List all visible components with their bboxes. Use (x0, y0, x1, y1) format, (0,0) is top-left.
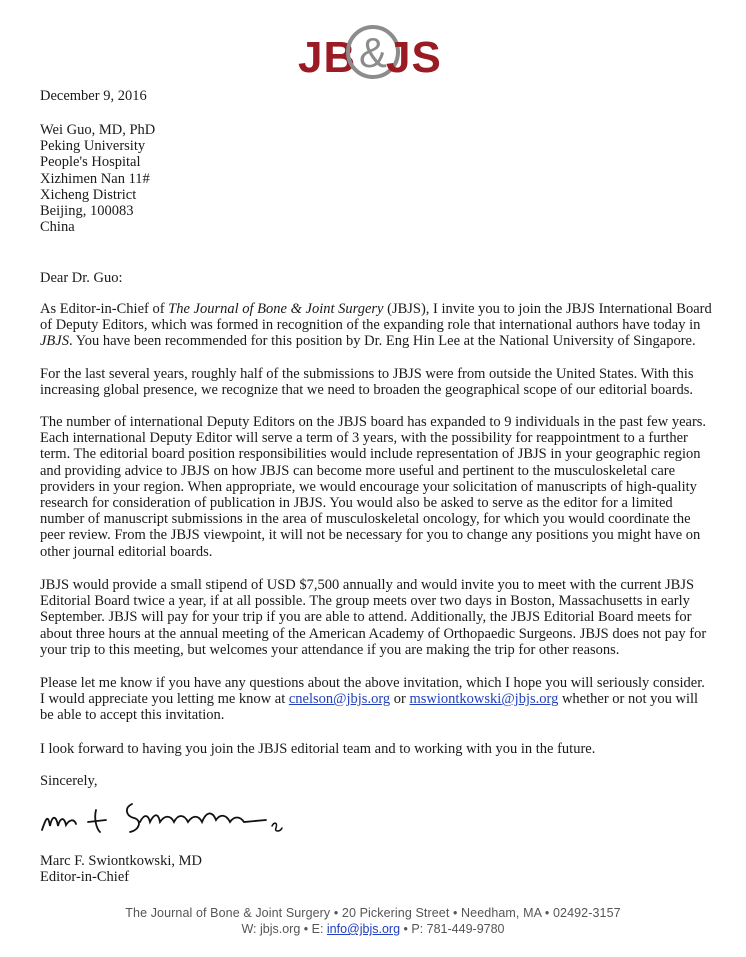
logo-js-text: JS (386, 33, 442, 82)
paragraph-line: For the last several years, roughly half of the submissions to JBJS were from outside the United States. With this (40, 366, 694, 382)
footer-email-link[interactable]: info@jbjs.org (326, 922, 401, 936)
paragraph-line: JBJS. You have been recommended for this position by Dr. Eng Hin Lee at the National University of Singapore. (40, 333, 696, 350)
paragraph-responsibilities (40, 414, 710, 560)
paragraph-line: Please let me know if you have any questions about the above invitation, which I hope you will seriously consider. (40, 675, 705, 691)
paragraph-line: your trip to this meeting, but welcomes your attendance if you are making the trip for other reasons. (40, 641, 620, 658)
salutation: Dear Dr. Guo: (40, 270, 123, 286)
address-line: China (40, 219, 75, 236)
letter-date: December 9, 2016 (40, 88, 147, 104)
paragraph-line: increasing global presence, we recognize that we need to broaden the geographical scope of our editorial boards. (40, 382, 694, 399)
paragraph-contact (40, 675, 710, 724)
paragraph-line: JBJS would provide a small stipend of USD $7,500 annually and would invite you to meet with the current JBJS (40, 577, 695, 593)
address-line: Xizhimen Nan 11# (40, 170, 150, 187)
paragraph-line: number of manuscript submissions in the area of musculoskeletal oncology, for which you would coordinate the (40, 511, 691, 528)
paragraph-line: about three hours at the annual meeting of the American Academy of Orthopaedic Surgeons. JBJS does not pay for (40, 625, 707, 642)
email-link-cnelson[interactable]: cnelson@jbjs.org (288, 691, 391, 708)
paragraph-line: of Deputy Editors, which was formed in recognition of the expanding role that international authors have today in (40, 317, 701, 334)
footer-phone: 781-449-9780 (426, 922, 505, 936)
journal-title: The Journal of Bone & Joint Surgery (168, 301, 384, 317)
paragraph-closing-remark: I look forward to having you join the JBJS editorial team and to working with you in the future. (40, 741, 596, 757)
paragraph-line: Each international Deputy Editor will serve a term of 3 years, with the possibility for reappointment to a further (40, 430, 688, 447)
paragraph-line: research for consideration of publication in JBJS. You would also be asked to serve as the editor for a limited (40, 495, 673, 512)
signer-name: Marc F. Swiontkowski, MD (40, 853, 202, 869)
closing: Sincerely, (40, 773, 98, 789)
signer-block (40, 853, 710, 885)
paragraph-line: term. The editorial board position responsibilities would include representation of JBJS in your geographic region (40, 446, 701, 463)
paragraph-invitation (40, 301, 710, 350)
paragraph-line: peer review. From the JBJS viewpoint, it will not be necessary for you to change any positions you might have on (40, 527, 701, 544)
paragraph-line: The number of international Deputy Editors on the JBJS board has expanded to 9 individuals in the past few years. (40, 414, 707, 430)
paragraph-line: I would appreciate you letting me know at cnelson@jbjs.org or mswiontkowski@jbjs.org whether or not you will (40, 691, 699, 708)
footer-address: The Journal of Bone & Joint Surgery • 20 Pickering Street • Needham, MA • 02492-3157 (125, 906, 621, 920)
footer-website: jbjs.org (260, 922, 301, 936)
paragraph-line: be able to accept this invitation. (40, 707, 225, 724)
recipient-address (40, 122, 710, 235)
email-link-mswiontkowski[interactable]: mswiontkowski@jbjs.org (409, 691, 559, 708)
paragraph-line: providers in your region. When appropriate, we would encourage your solicitation of manuscripts of high-quality (40, 478, 697, 495)
paragraph-line: As Editor-in-Chief of The Journal of Bone & Joint Surgery (JBJS), I invite you to join the JBJS International Board (40, 301, 712, 317)
paragraph-global-presence (40, 366, 710, 398)
logo-jb-text: JB (298, 33, 357, 82)
address-line: Beijing, 100083 (40, 203, 134, 220)
logo-ampersand: & (358, 29, 388, 76)
address-line: Peking University (40, 138, 146, 155)
paragraph-line: September. JBJS will pay for your trip if you are able to attend. Additionally, the JBJS Editorial Board meets for (40, 609, 692, 626)
paragraph-line: Editorial Board twice a year, if at all possible. The group meets over two days in Boston, Massachusetts in early (40, 593, 690, 610)
address-line: People's Hospital (40, 154, 141, 171)
paragraph-line: other journal editorial boards. (40, 543, 213, 560)
paragraph-line: and providing advice to JBJS on how JBJS can become more useful and pertinent to the musculoskeletal care (40, 462, 676, 479)
address-line: Wei Guo, MD, PhD (40, 122, 156, 138)
jbjs-logo (298, 22, 448, 82)
handwritten-signature (36, 792, 296, 840)
journal-abbrev: JBJS (40, 333, 69, 350)
footer-contact: W: jbjs.org • E: info@jbjs.org • P: 781-449-9780 (241, 922, 505, 936)
address-line: Xicheng District (40, 186, 137, 203)
signer-title: Editor-in-Chief (40, 869, 130, 886)
paragraph-stipend (40, 577, 710, 658)
